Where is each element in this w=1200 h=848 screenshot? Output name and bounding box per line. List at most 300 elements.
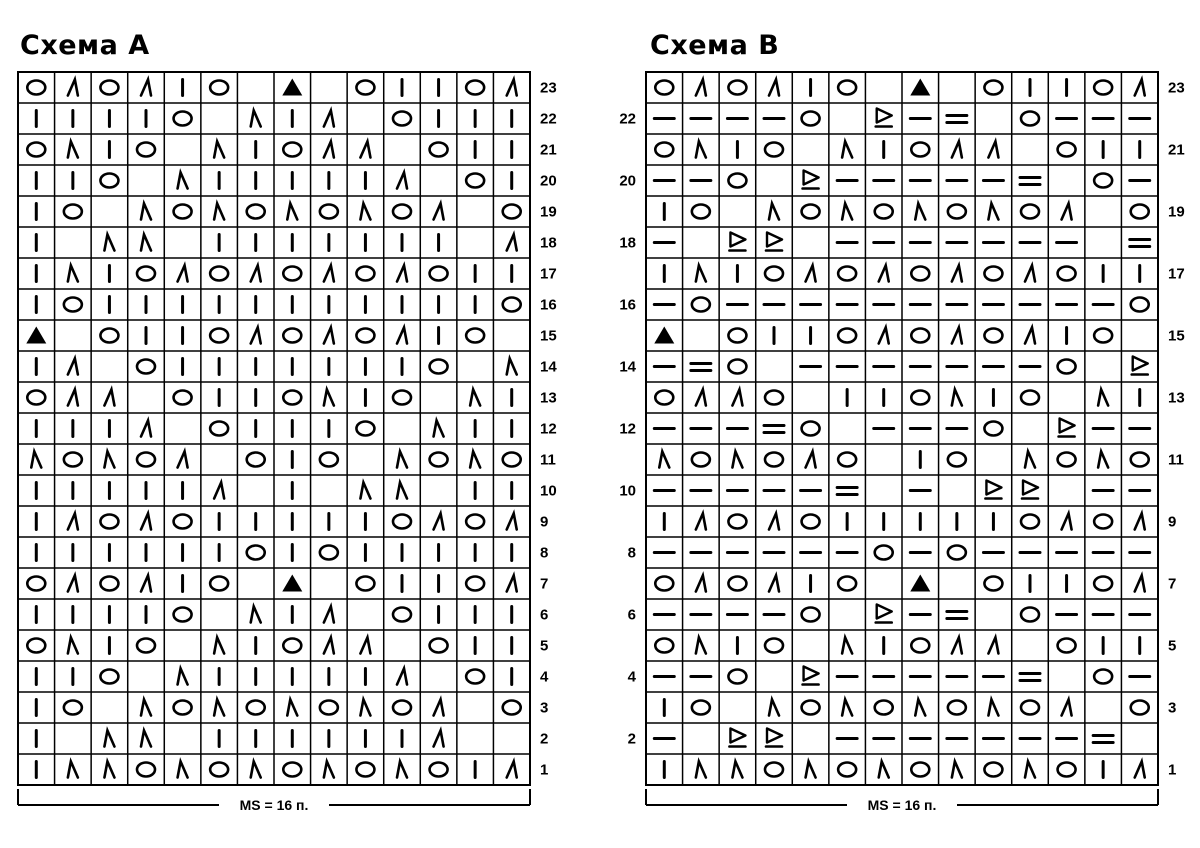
yarn-over-symbol: [984, 763, 1002, 777]
left-slant-decrease-symbol: [769, 700, 779, 716]
triangle-bar-symbol: [876, 605, 892, 623]
row-number-left: 6: [627, 606, 636, 624]
right-slant-decrease-symbol: [696, 390, 706, 406]
left-slant-decrease-symbol: [696, 638, 706, 654]
yarn-over-symbol: [1021, 608, 1039, 622]
yarn-over-symbol: [320, 546, 338, 560]
row-number-right: 20: [540, 172, 557, 190]
left-slant-decrease-symbol: [470, 390, 480, 406]
yarn-over-symbol: [64, 298, 82, 312]
yarn-over-symbol: [393, 515, 411, 529]
yarn-over-symbol: [692, 298, 710, 312]
left-slant-decrease-symbol: [141, 700, 151, 716]
left-slant-decrease-symbol: [360, 204, 370, 220]
row-number-right: 6: [540, 606, 549, 624]
triangle-bar-symbol: [803, 171, 819, 189]
yarn-over-symbol: [137, 143, 155, 157]
yarn-over-symbol: [430, 143, 448, 157]
yarn-over-symbol: [283, 763, 301, 777]
left-slant-decrease-symbol: [659, 452, 669, 468]
yarn-over-symbol: [838, 267, 856, 281]
triangle-decrease-symbol: [282, 575, 302, 592]
right-slant-decrease-symbol: [141, 576, 151, 592]
yarn-over-symbol: [838, 329, 856, 343]
yarn-over-symbol: [64, 701, 82, 715]
yarn-over-symbol: [948, 546, 966, 560]
yarn-over-symbol: [137, 453, 155, 467]
row-number-right: 7: [1168, 575, 1177, 593]
left-slant-decrease-symbol: [806, 762, 816, 778]
right-slant-decrease-symbol: [988, 142, 998, 158]
right-slant-decrease-symbol: [1062, 700, 1072, 716]
double-dash-symbol: [1020, 178, 1040, 185]
triangle-bar-symbol: [803, 667, 819, 685]
double-dash-symbol: [837, 488, 857, 495]
yarn-over-symbol: [100, 577, 118, 591]
left-slant-decrease-symbol: [141, 235, 151, 251]
triangle-bar-symbol: [729, 233, 745, 251]
left-slant-decrease-symbol: [842, 700, 852, 716]
left-slant-decrease-symbol: [434, 421, 444, 437]
yarn-over-symbol: [174, 701, 192, 715]
right-slant-decrease-symbol: [397, 266, 407, 282]
yarn-over-symbol: [466, 515, 484, 529]
row-number-right: 17: [1168, 265, 1185, 283]
yarn-over-symbol: [393, 112, 411, 126]
row-number-left: 22: [619, 110, 636, 128]
yarn-over-symbol: [283, 329, 301, 343]
yarn-over-symbol: [1094, 81, 1112, 95]
yarn-over-symbol: [466, 670, 484, 684]
right-slant-decrease-symbol: [434, 731, 444, 747]
yarn-over-symbol: [137, 639, 155, 653]
yarn-over-symbol: [247, 453, 265, 467]
yarn-over-symbol: [247, 546, 265, 560]
right-slant-decrease-symbol: [324, 111, 334, 127]
row-number-right: 5: [1168, 637, 1177, 655]
yarn-over-symbol: [430, 639, 448, 653]
yarn-over-symbol: [1021, 205, 1039, 219]
yarn-over-symbol: [283, 639, 301, 653]
left-slant-decrease-symbol: [324, 762, 334, 778]
right-slant-decrease-symbol: [696, 576, 706, 592]
double-dash-symbol: [1130, 240, 1150, 247]
yarn-over-symbol: [1131, 205, 1149, 219]
yarn-over-symbol: [911, 329, 929, 343]
yarn-over-symbol: [1021, 112, 1039, 126]
yarn-over-symbol: [911, 143, 929, 157]
yarn-over-symbol: [838, 453, 856, 467]
yarn-over-symbol: [430, 453, 448, 467]
left-slant-decrease-symbol: [360, 483, 370, 499]
left-slant-decrease-symbol: [397, 452, 407, 468]
right-slant-decrease-symbol: [769, 576, 779, 592]
yarn-over-symbol: [320, 453, 338, 467]
yarn-over-symbol: [765, 453, 783, 467]
yarn-over-symbol: [1058, 360, 1076, 374]
left-slant-decrease-symbol: [287, 700, 297, 716]
yarn-over-symbol: [911, 267, 929, 281]
row-number-left: 16: [619, 296, 636, 314]
right-slant-decrease-symbol: [68, 390, 78, 406]
yarn-over-symbol: [430, 360, 448, 374]
right-slant-decrease-symbol: [360, 638, 370, 654]
yarn-over-symbol: [692, 453, 710, 467]
right-slant-decrease-symbol: [397, 669, 407, 685]
triangle-bar-symbol: [876, 109, 892, 127]
row-number-right: 23: [540, 79, 557, 97]
right-slant-decrease-symbol: [141, 421, 151, 437]
yarn-over-symbol: [948, 453, 966, 467]
right-slant-decrease-symbol: [879, 266, 889, 282]
left-slant-decrease-symbol: [915, 204, 925, 220]
yarn-over-symbol: [247, 205, 265, 219]
right-slant-decrease-symbol: [507, 576, 517, 592]
left-slant-decrease-symbol: [360, 700, 370, 716]
yarn-over-symbol: [430, 267, 448, 281]
triangle-bar-symbol: [766, 729, 782, 747]
left-slant-decrease-symbol: [104, 762, 114, 778]
row-number-right: 13: [540, 389, 557, 407]
right-slant-decrease-symbol: [1025, 328, 1035, 344]
right-slant-decrease-symbol: [397, 328, 407, 344]
row-number-right: 2: [540, 730, 549, 748]
yarn-over-symbol: [765, 267, 783, 281]
yarn-over-symbol: [1094, 670, 1112, 684]
right-slant-decrease-symbol: [178, 452, 188, 468]
yarn-over-symbol: [838, 763, 856, 777]
row-number-left: 4: [627, 668, 636, 686]
yarn-over-symbol: [174, 391, 192, 405]
row-number-right: 14: [540, 358, 557, 376]
repeat-label: MS = 16 п.: [239, 797, 309, 813]
left-slant-decrease-symbol: [104, 452, 114, 468]
row-number-left: 8: [627, 544, 636, 562]
left-slant-decrease-symbol: [141, 731, 151, 747]
right-slant-decrease-symbol: [696, 80, 706, 96]
left-slant-decrease-symbol: [1098, 452, 1108, 468]
right-slant-decrease-symbol: [769, 514, 779, 530]
yarn-over-symbol: [802, 608, 820, 622]
yarn-over-symbol: [765, 763, 783, 777]
yarn-over-symbol: [948, 205, 966, 219]
left-slant-decrease-symbol: [214, 142, 224, 158]
yarn-over-symbol: [100, 670, 118, 684]
right-slant-decrease-symbol: [769, 80, 779, 96]
yarn-over-symbol: [210, 577, 228, 591]
left-slant-decrease-symbol: [178, 173, 188, 189]
yarn-over-symbol: [137, 267, 155, 281]
left-slant-decrease-symbol: [104, 731, 114, 747]
yarn-over-symbol: [655, 81, 673, 95]
right-slant-decrease-symbol: [988, 638, 998, 654]
yarn-over-symbol: [655, 577, 673, 591]
right-slant-decrease-symbol: [360, 142, 370, 158]
yarn-over-symbol: [27, 81, 45, 95]
left-slant-decrease-symbol: [397, 762, 407, 778]
yarn-over-symbol: [356, 422, 374, 436]
yarn-over-symbol: [137, 360, 155, 374]
yarn-over-symbol: [728, 515, 746, 529]
left-slant-decrease-symbol: [214, 204, 224, 220]
left-slant-decrease-symbol: [68, 638, 78, 654]
yarn-over-symbol: [100, 81, 118, 95]
yarn-over-symbol: [838, 81, 856, 95]
yarn-over-symbol: [466, 577, 484, 591]
row-number-left: 10: [619, 482, 636, 500]
right-slant-decrease-symbol: [952, 638, 962, 654]
left-slant-decrease-symbol: [1025, 452, 1035, 468]
yarn-over-symbol: [802, 422, 820, 436]
yarn-over-symbol: [64, 205, 82, 219]
yarn-over-symbol: [1094, 174, 1112, 188]
yarn-over-symbol: [27, 391, 45, 405]
yarn-over-symbol: [911, 639, 929, 653]
left-slant-decrease-symbol: [879, 762, 889, 778]
right-slant-decrease-symbol: [434, 700, 444, 716]
yarn-over-symbol: [1131, 453, 1149, 467]
right-slant-decrease-symbol: [696, 514, 706, 530]
chart-a-title: Схема А: [20, 30, 150, 61]
yarn-over-symbol: [100, 515, 118, 529]
left-slant-decrease-symbol: [214, 638, 224, 654]
row-number-left: 14: [619, 358, 636, 376]
row-number-right: 21: [540, 141, 557, 159]
yarn-over-symbol: [765, 143, 783, 157]
row-number-right: 5: [540, 637, 549, 655]
yarn-over-symbol: [765, 639, 783, 653]
right-slant-decrease-symbol: [434, 514, 444, 530]
yarn-over-symbol: [210, 81, 228, 95]
yarn-over-symbol: [174, 608, 192, 622]
left-slant-decrease-symbol: [1098, 390, 1108, 406]
right-slant-decrease-symbol: [732, 390, 742, 406]
row-number-right: 9: [540, 513, 549, 531]
left-slant-decrease-symbol: [324, 390, 334, 406]
yarn-over-symbol: [430, 763, 448, 777]
left-slant-decrease-symbol: [31, 452, 41, 468]
row-number-right: 7: [540, 575, 549, 593]
yarn-over-symbol: [64, 453, 82, 467]
yarn-over-symbol: [1058, 453, 1076, 467]
row-number-right: 3: [1168, 699, 1177, 717]
yarn-over-symbol: [1021, 391, 1039, 405]
triangle-bar-symbol: [766, 233, 782, 251]
right-slant-decrease-symbol: [397, 173, 407, 189]
right-slant-decrease-symbol: [141, 514, 151, 530]
row-number-right: 12: [540, 420, 557, 438]
right-slant-decrease-symbol: [251, 266, 261, 282]
yarn-over-symbol: [1021, 515, 1039, 529]
yarn-over-symbol: [210, 267, 228, 281]
yarn-over-symbol: [765, 391, 783, 405]
right-slant-decrease-symbol: [1135, 762, 1145, 778]
row-number-right: 23: [1168, 79, 1185, 97]
left-slant-decrease-symbol: [68, 762, 78, 778]
row-number-left: 12: [619, 420, 636, 438]
double-dash-symbol: [1020, 674, 1040, 681]
row-number-left: 18: [619, 234, 636, 252]
right-slant-decrease-symbol: [324, 638, 334, 654]
right-slant-decrease-symbol: [324, 607, 334, 623]
yarn-over-symbol: [802, 515, 820, 529]
yarn-over-symbol: [174, 515, 192, 529]
yarn-over-symbol: [356, 81, 374, 95]
yarn-over-symbol: [1021, 701, 1039, 715]
row-number-right: 1: [1168, 761, 1177, 779]
left-slant-decrease-symbol: [1025, 762, 1035, 778]
yarn-over-symbol: [728, 577, 746, 591]
yarn-over-symbol: [1058, 143, 1076, 157]
yarn-over-symbol: [728, 329, 746, 343]
right-slant-decrease-symbol: [1135, 514, 1145, 530]
yarn-over-symbol: [356, 577, 374, 591]
row-number-right: 4: [540, 668, 549, 686]
right-slant-decrease-symbol: [507, 514, 517, 530]
double-dash-symbol: [764, 426, 784, 433]
yarn-over-symbol: [802, 701, 820, 715]
triangle-bar-symbol: [1132, 357, 1148, 375]
yarn-over-symbol: [210, 422, 228, 436]
yarn-over-symbol: [27, 577, 45, 591]
left-slant-decrease-symbol: [251, 762, 261, 778]
left-slant-decrease-symbol: [251, 607, 261, 623]
yarn-over-symbol: [27, 143, 45, 157]
yarn-over-symbol: [655, 143, 673, 157]
left-slant-decrease-symbol: [214, 700, 224, 716]
yarn-over-symbol: [875, 701, 893, 715]
yarn-over-symbol: [1131, 701, 1149, 715]
triangle-bar-symbol: [985, 481, 1001, 499]
yarn-over-symbol: [283, 267, 301, 281]
left-slant-decrease-symbol: [988, 204, 998, 220]
right-slant-decrease-symbol: [324, 328, 334, 344]
row-number-right: 22: [540, 110, 557, 128]
yarn-over-symbol: [137, 763, 155, 777]
triangle-decrease-symbol: [282, 79, 302, 96]
right-slant-decrease-symbol: [434, 204, 444, 220]
row-number-right: 15: [540, 327, 557, 345]
right-slant-decrease-symbol: [806, 452, 816, 468]
yarn-over-symbol: [320, 701, 338, 715]
row-number-right: 16: [540, 296, 557, 314]
double-dash-symbol: [1093, 736, 1113, 743]
yarn-over-symbol: [1094, 577, 1112, 591]
right-slant-decrease-symbol: [1135, 576, 1145, 592]
row-number-right: 17: [540, 265, 557, 283]
double-dash-symbol: [691, 364, 711, 371]
right-slant-decrease-symbol: [952, 142, 962, 158]
row-number-right: 19: [1168, 203, 1185, 221]
left-slant-decrease-symbol: [842, 142, 852, 158]
row-number-left: 2: [627, 730, 636, 748]
row-number-right: 8: [540, 544, 549, 562]
right-slant-decrease-symbol: [104, 390, 114, 406]
triangle-decrease-symbol: [654, 327, 674, 344]
yarn-over-symbol: [100, 329, 118, 343]
right-slant-decrease-symbol: [68, 80, 78, 96]
row-number-right: 11: [540, 451, 556, 469]
yarn-over-symbol: [174, 205, 192, 219]
yarn-over-symbol: [283, 143, 301, 157]
yarn-over-symbol: [174, 112, 192, 126]
yarn-over-symbol: [283, 391, 301, 405]
right-slant-decrease-symbol: [324, 266, 334, 282]
left-slant-decrease-symbol: [287, 204, 297, 220]
left-slant-decrease-symbol: [732, 452, 742, 468]
yarn-over-symbol: [984, 329, 1002, 343]
yarn-over-symbol: [100, 174, 118, 188]
left-slant-decrease-symbol: [507, 359, 517, 375]
right-slant-decrease-symbol: [1025, 266, 1035, 282]
row-number-right: 21: [1168, 141, 1185, 159]
yarn-over-symbol: [393, 391, 411, 405]
yarn-over-symbol: [728, 81, 746, 95]
left-slant-decrease-symbol: [769, 204, 779, 220]
chart-b-grid: [619, 72, 1184, 813]
right-slant-decrease-symbol: [952, 266, 962, 282]
yarn-over-symbol: [503, 298, 521, 312]
left-slant-decrease-symbol: [397, 483, 407, 499]
yarn-over-symbol: [802, 112, 820, 126]
right-slant-decrease-symbol: [1135, 80, 1145, 96]
yarn-over-symbol: [838, 577, 856, 591]
yarn-over-symbol: [320, 205, 338, 219]
double-dash-symbol: [947, 612, 967, 619]
yarn-over-symbol: [503, 701, 521, 715]
left-slant-decrease-symbol: [104, 235, 114, 251]
yarn-over-symbol: [466, 329, 484, 343]
yarn-over-symbol: [210, 763, 228, 777]
yarn-over-symbol: [27, 639, 45, 653]
yarn-over-symbol: [692, 205, 710, 219]
row-number-right: 3: [540, 699, 549, 717]
row-number-right: 15: [1168, 327, 1185, 345]
yarn-over-symbol: [984, 577, 1002, 591]
right-slant-decrease-symbol: [507, 762, 517, 778]
row-number-right: 10: [540, 482, 557, 500]
left-slant-decrease-symbol: [842, 204, 852, 220]
triangle-bar-symbol: [729, 729, 745, 747]
yarn-over-symbol: [1131, 298, 1149, 312]
left-slant-decrease-symbol: [952, 390, 962, 406]
yarn-over-symbol: [247, 701, 265, 715]
row-number-right: 13: [1168, 389, 1185, 407]
right-slant-decrease-symbol: [507, 235, 517, 251]
yarn-over-symbol: [466, 81, 484, 95]
yarn-over-symbol: [984, 422, 1002, 436]
left-slant-decrease-symbol: [732, 762, 742, 778]
yarn-over-symbol: [1094, 515, 1112, 529]
right-slant-decrease-symbol: [68, 576, 78, 592]
left-slant-decrease-symbol: [68, 266, 78, 282]
yarn-over-symbol: [984, 267, 1002, 281]
right-slant-decrease-symbol: [879, 328, 889, 344]
yarn-over-symbol: [503, 453, 521, 467]
yarn-over-symbol: [911, 391, 929, 405]
yarn-over-symbol: [911, 763, 929, 777]
left-slant-decrease-symbol: [251, 111, 261, 127]
left-slant-decrease-symbol: [68, 142, 78, 158]
yarn-over-symbol: [1058, 763, 1076, 777]
yarn-over-symbol: [210, 329, 228, 343]
left-slant-decrease-symbol: [178, 669, 188, 685]
left-slant-decrease-symbol: [696, 762, 706, 778]
yarn-over-symbol: [728, 360, 746, 374]
left-slant-decrease-symbol: [141, 204, 151, 220]
yarn-over-symbol: [728, 670, 746, 684]
yarn-over-symbol: [655, 391, 673, 405]
